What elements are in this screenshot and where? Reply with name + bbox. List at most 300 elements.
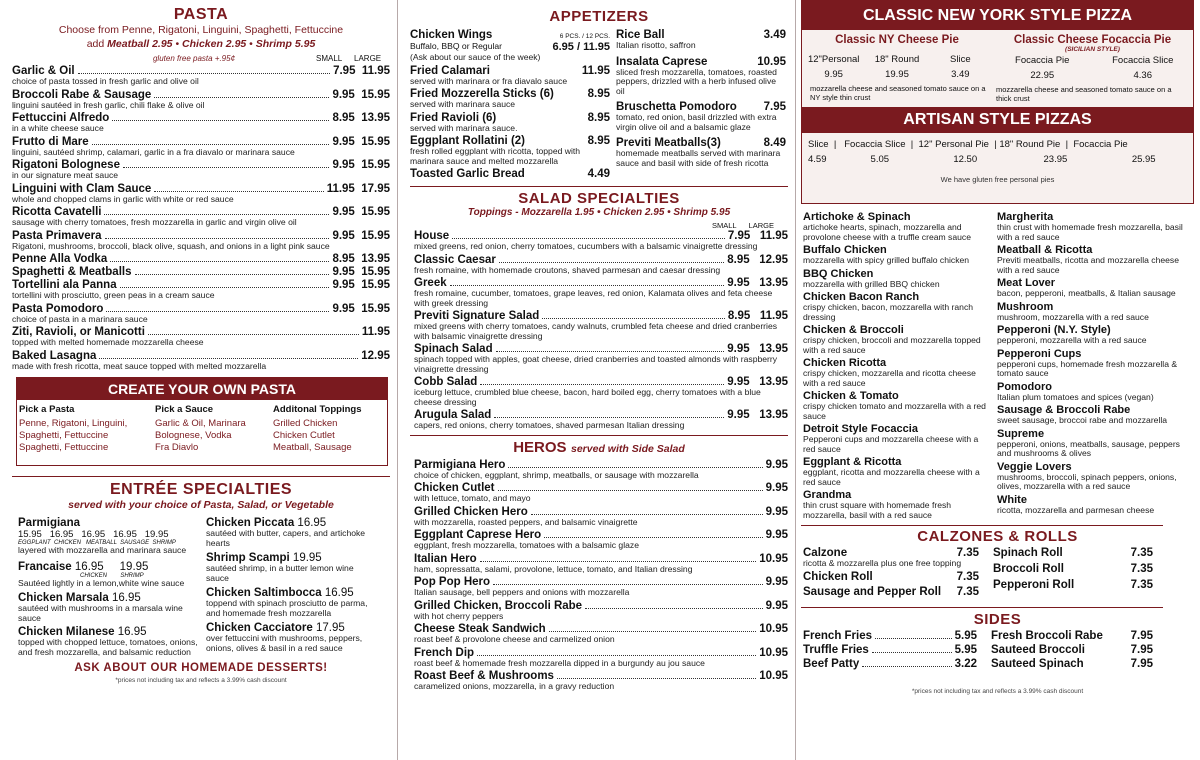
leader-dots [549,624,757,632]
entree-right [206,517,378,660]
desserts-note: ASK ABOUT OUR HOMEMADE DESSERTS! [74,662,328,674]
menu-item [991,630,1153,642]
pizza-item [997,428,1194,459]
pizza-desc: sweet sausage, broccoi rabe and mozzarella [997,415,1168,425]
item-price: 10.95 [759,623,788,635]
menu-item [12,326,390,348]
menu-item-row [616,56,786,68]
item-name: House [414,230,450,242]
menu-item [414,670,788,692]
cheese-size-header: Slice [950,54,971,65]
francaise-labels: CHICKEN SHRIMP [80,572,144,579]
pizza-column [801,0,1194,695]
item-desc: in our signature meat sauce [12,170,119,180]
pizza-item [997,244,1194,275]
item-name: Fried Mozzerella Sticks (6) [410,88,554,100]
menu-item [410,135,610,166]
menu-item [12,253,390,265]
item-price: 16.95 [111,592,141,604]
calzone-name: Calzone [803,547,848,559]
heros-list [410,459,788,692]
leader-dots [154,184,323,192]
calzones-left [803,547,979,601]
leader-dots [123,160,329,168]
menu-item [12,230,390,252]
item-price: 9.95 15.95 [332,159,390,171]
focaccia-size-price: 4.36 [1133,70,1152,81]
item-price: 10.95 [759,552,788,565]
pizza-name: Pepperoni Cups [997,347,1082,360]
pizza-item [803,456,989,487]
menu-item [12,89,390,111]
cheese-size-price: 3.49 [951,69,970,80]
item-name: Chicken Marsala [18,592,109,604]
item-name: Spinach Roll [993,547,1063,559]
item-price: 17.95 [315,622,345,634]
menu-item [12,65,390,87]
pasta-choose: Choose from Penne, Rigatoni, Linguini, Spaghetti, Fettuccine [58,24,344,36]
menu-item [414,409,788,431]
item-name: Roast Beef & Mushrooms [414,670,554,682]
menu-item-row [12,350,390,362]
item-price: 7.35 [956,570,979,583]
item-name: Baked Lasagna [12,349,97,362]
item-desc: mixed greens, red onion, cherry tomatoes, cucumbers with a balsamic vinaigrette dressing [414,241,758,251]
item-name: Chicken Roll [803,570,873,583]
item-price: 9.95 15.95 [332,135,390,148]
item-name: Previti Signature Salad [414,310,540,322]
pizza-name: Buffalo Chicken [803,244,887,256]
pizza-box [801,0,1194,204]
item-price: 8.49 [763,137,786,149]
item-price: 9.95 13.95 [727,409,788,421]
pizza-desc: artichoke hearts, spinach, mozzarella and provolone cheese with a truffle cream sauce [803,222,971,242]
item-price: 9.95 [765,576,788,588]
menu-item-row [12,183,390,195]
pick-sauce-head: Pick a Sauce [155,404,214,415]
item-price: 7.95 [763,101,786,113]
item-name: Cobb Salad [414,376,478,388]
item-name: Fettuccini Alfredo [12,112,110,124]
item-price: 7.35 [1130,547,1153,559]
item-name: Pasta Primavera [12,229,102,242]
menu-item [414,310,788,341]
menu-item [616,137,786,168]
item-price: 9.95 15.95 [332,229,390,242]
item-price: 12.95 [361,349,390,362]
item-name: Sausage and Pepper Roll [803,585,942,598]
cash-note-left: *prices not including tax and reflects a 3.99% cash discount [115,677,287,684]
menu-item [414,553,788,575]
item-name: Chicken Cutlet [414,482,495,494]
item-price: 9.95 13.95 [727,343,788,355]
menu-item-row [12,253,390,265]
leader-dots [499,255,724,263]
item-name: Pasta Pomodoro [12,302,104,315]
item-name: Arugula Salad [414,409,492,421]
menu-item-row [991,644,1153,656]
item-price: 9.95 15.95 [332,206,390,218]
menu-item-row [803,658,977,670]
salad-title: SALAD SPECIALTIES [518,190,680,207]
menu-item-row [12,303,390,315]
sides-title: SIDES [973,610,1022,628]
leader-dots [154,90,329,98]
salad-toppings: Toppings - Mozzarella 1.95 • Chicken 2.95 • Shrimp 5.95 [467,207,731,218]
menu-item [410,65,610,87]
item-name: Rice Ball [616,29,665,41]
menu-item [414,254,788,276]
item-price: 16.95 [324,587,354,599]
item-desc: choice of pasta tossed in fresh garlic and olive oil [12,76,199,86]
pizza-desc: crispy chicken, broccoli and mozzarella topped with a red sauce [803,335,981,355]
menu-item-row [12,89,390,101]
leader-dots [112,113,329,121]
addon-chicken: Chicken 2.95 [182,38,247,50]
item-desc: served with marinara sauce. [410,122,518,133]
menu-item [12,136,390,158]
item-desc: fresh romaine, with homemade croutons, shaved parmesan and caesar dressing [414,264,721,275]
item-name: Pop Pop Hero [414,576,491,588]
francaise-desc: Sautéed lightly in a lemon,white wine sauce [18,577,185,588]
item-desc: fresh rolled eggplant with ricotta, topped with marinara sauce and melted mozzarella [410,146,581,166]
item-price: 7.35 [1130,579,1153,591]
artisan-price: 12.50 [953,154,978,165]
wings-note: (Ask about our sauce of the week) [410,52,541,62]
parmigiana-labels: EGGPLANT CHICKEN MEATBALL SAUSAGE SHRIMP [18,540,176,546]
menu-item-row [414,600,788,612]
item-desc: roast beef & provolone cheese and carmelized onion [414,634,615,644]
pizza-item [997,494,1194,516]
menu-item [12,183,390,205]
item-desc: sautéed with butter, capers, and artichoke hearts [206,528,366,548]
item-price: 9.95 15.95 [332,302,390,315]
cheese-size-header: 12"Personal [807,54,860,65]
salad-small-label: SMALL [711,221,737,230]
pizza-name: Veggie Lovers [997,460,1072,473]
pizza-name: BBQ Chicken [803,267,874,280]
item-desc: served with marinara sauce [410,99,516,109]
pizza-desc: crispy chicken, mozzarella and ricotta cheese with a red sauce [803,368,976,388]
menu-item-row [993,563,1153,575]
pizza-name: Chicken & Tomato [803,390,899,402]
item-name: French Fries [803,629,873,642]
artisan-size-header: Slice | Focaccia Slice | 12" Personal Pie | 18" Round Pie | Focaccia Pie [808,139,1128,150]
sides-left [803,630,977,672]
item-desc: sautéed with mushrooms in a marsala wine sauce [18,603,183,623]
leader-dots [508,460,762,468]
pizza-desc: mozzarella with spicy grilled buffalo chicken [803,255,970,265]
pizza-item [997,381,1194,403]
item-name: Italian Hero [414,552,477,565]
menu-item [803,571,979,583]
item-name: Chicken Milanese [18,626,115,638]
item-name: Classic Caesar [414,253,496,266]
item-desc: roast beef & homemade fresh mozzarella dipped in a burgundy au jou sauce [414,657,705,668]
menu-item [12,279,390,301]
item-price: 11.95 [581,64,610,77]
menu-item-row [991,630,1153,642]
pizza-desc: mushrooms, broccoli, spinach peppers, onions, olives, mozzarella with a red sauce [997,471,1177,491]
leader-dots [480,554,757,562]
create-your-own-box [16,377,388,466]
item-name: Fresh Broccoli Rabe [991,629,1103,642]
item-name: Ricotta Cavatelli [12,206,102,218]
item-name: Fried Ravioli (6) [410,111,497,124]
item-price: 8.95 [587,88,610,100]
menu-item [12,112,390,134]
item-price: 7.95 [1130,643,1153,656]
pizza-name: Chicken Ricotta [803,357,887,369]
focaccia-size-header: Focaccia Slice [1112,55,1174,66]
item-name: Broccoli Rabe & Sausage [12,88,152,101]
item-name: Chicken Saltimbocca [206,587,322,599]
item-name: French Dip [414,646,475,659]
menu-item [414,277,788,308]
item-desc: sausage with cherry tomatoes, fresh mozzarella in garlic and virgin olive oil [12,217,297,227]
appetizers-title: APPETIZERS [549,8,649,25]
item-price: 8.95 11.95 [727,310,788,322]
item-price: 5.95 [954,629,977,642]
parmigiana-name: Parmigiana [18,517,80,529]
focaccia-desc: mozzarella cheese and seasoned tomato sauce on a thick crust [996,85,1172,103]
menu-item [803,658,977,670]
item-desc: topped with melted homemade mozzarella cheese [12,337,204,347]
artisan-price: 4.59 [808,154,827,165]
pizza-name: Detroit Style Focaccia [803,423,918,435]
menu-item [414,230,788,252]
leader-dots [135,267,330,275]
focaccia-price-grid [992,55,1193,81]
pizza-desc: Italian plum tomatoes and spices (vegan) [997,391,1154,402]
wings-price: 6.95 / 11.95 [552,41,610,53]
artisan-right-list [997,211,1194,522]
pick-pasta-list: Penne, Rigatoni, Linguini, Spaghetti, Fettuccine Spaghetti, Fettuccine [19,418,128,453]
focaccia-size-price: 22.95 [1030,70,1055,81]
entree-left [12,517,198,660]
pizza-name: Chicken Bacon Ranch [803,291,920,303]
item-desc: Rigatoni, mushrooms, broccoli, black olive, squash, and onions in a light pink sauce [12,240,330,251]
item-price: 7.35 [1130,563,1153,575]
large-label: LARGE [354,54,382,63]
item-price: 7.35 [956,585,979,598]
item-price: 9.95 [765,599,788,612]
menu-item [206,587,378,618]
item-price: 9.95 15.95 [332,279,390,291]
item-name: Truffle Fries [803,643,869,656]
pizza-item [803,324,989,355]
item-desc: sliced fresh mozzarella, tomatoes, roasted peppers, drizzled with a herb infused olive oil [616,66,777,96]
item-price: 10.95 [757,55,786,68]
item-name: Toasted Garlic Bread [410,168,525,180]
item-name: Fried Calamari [410,64,490,77]
heros-title: HEROS [513,438,567,456]
pizza-name: Chicken & Broccoli [803,324,904,336]
item-name: Insalata Caprese [616,55,708,68]
leader-dots [493,577,763,585]
salad-large-label: LARGE [748,221,774,230]
leader-dots [105,231,330,239]
item-name: Eggplant Rollatini (2) [410,135,525,147]
item-name: Pepperoni Roll [993,579,1075,591]
item-desc: with mozzarella, roasted peppers, and balsamic vinaigrette [414,516,638,527]
menu-item [993,563,1153,575]
item-name: Chicken Piccata [206,517,295,529]
item-name: Grilled Chicken, Broccoli Rabe [414,599,583,612]
item-desc: linguini, sautéed shrimp, calamari, garlic in a fra diavalo or marinara sauce [12,146,295,157]
item-name: Penne Alla Vodka [12,253,108,265]
item-desc: sautéed shrimp, in a butter lemon wine sauce [206,563,354,583]
leader-dots [92,137,330,145]
item-desc: over fettuccini with mushrooms, peppers, onions, olives & basil in a red sauce [206,633,363,653]
item-price: 9.95 15.95 [332,88,390,101]
item-price: 3.49 [763,29,786,41]
entree-title: ENTRÉE SPECIALTIES [109,481,293,498]
pizza-name: Mushroom [997,300,1054,313]
leader-dots [872,645,952,653]
pizza-desc: crispy chicken tomato and mozzarella with a red sauce [803,401,986,421]
focaccia-size-header: Focaccia Pie [1015,55,1070,66]
item-desc: topped with chopped lettuce, tomatoes, onions, and fresh mozzarella, and balsamic reduction [18,637,198,657]
item-price: 9.95 [765,458,788,471]
menu-item-row [410,168,610,180]
item-desc: mixed greens with cherry tomatoes, candy walnuts, crumbled feta cheese and dried cranberries with balsamic vinaigrette dressing [414,321,778,341]
wings-name: Chicken Wings [410,29,493,41]
item-desc: in a white cheese sauce [12,123,104,133]
create-title: CREATE YOUR OWN PASTA [17,378,387,400]
sides-right [991,630,1153,672]
cheese-price-grid [802,54,992,80]
item-price: 8.95 [587,111,610,124]
leader-dots [99,351,358,359]
leader-dots [110,254,329,262]
menu-item [12,350,390,372]
menu-item-row [803,644,977,656]
item-name: Ziti, Ravioli, or Manicotti [12,326,145,338]
menu-item-row [414,506,788,518]
menu-item [12,159,390,181]
pasta-addons: add Meatball 2.95 • Chicken 2.95 • Shrimp 5.95 [86,38,316,50]
leader-dots [148,327,359,335]
item-desc: toppend with spinach prosciutto de parma, and homemade fresh mozzarella [206,598,368,618]
item-desc: fresh romaine, cucumber, tomatoes, grape leaves, red onion, Kalamata olives and feta cheese with greek dressing [414,288,773,308]
menu-item [206,517,378,548]
pizza-name: White [997,493,1027,506]
item-price: 5.95 [954,643,977,656]
item-name: Rigatoni Bolognese [12,159,120,171]
item-desc: homemade meatballs served with marinara sauce and basil with side of fresh ricotta [616,148,781,168]
item-desc: spinach topped with apples, goat cheese, dried cranberries and toasted almonds with raspberry vinaigrette dressing [414,354,778,374]
menu-item [414,529,788,551]
pasta-list [12,65,390,371]
menu-item [803,586,979,598]
item-price: 11.95 [361,326,390,338]
item-price: 9.95 13.95 [727,277,788,289]
menu-item [616,101,786,132]
leader-dots [557,671,756,679]
cheese-pie-title: Classic NY Cheese Pie [835,34,959,46]
menu-item-row [12,136,390,148]
artisan-price: 23.95 [1043,154,1068,165]
leader-dots [120,280,330,288]
item-desc: made with fresh ricotta, meat sauce topped with melted mozzarella [12,360,267,371]
item-price: 9.95 [765,529,788,541]
gluten-free-note: gluten free pasta +.95¢ [152,54,236,63]
leader-dots [104,207,329,215]
leader-dots [496,344,725,352]
pizza-desc: pepperoni, onions, meatballs, sausage, peppers and mushrooms & olives [997,438,1180,458]
pizza-name: Meatball & Ricotta [997,244,1093,256]
pizza-item [997,324,1194,346]
item-desc: caramelized onions, mozzarella, in a gravy reduction [414,681,615,691]
item-desc: eggplant, fresh mozzarella, tomatoes with a balsamic glaze [414,540,639,550]
menu-item [206,552,378,583]
pizza-desc: mozzarella with grilled BBQ chicken [803,278,940,289]
pizza-item [803,390,989,421]
parmigiana-desc: layered with mozzarella and marinara sauce [18,545,187,555]
item-name: Spinach Salad [414,343,493,355]
leader-dots [106,304,329,312]
item-price: 7.95 [1130,629,1153,642]
pasta-title: PASTA [173,6,229,23]
leader-dots [477,648,756,656]
calzones-title: CALZONES & ROLLS [917,528,1078,545]
item-desc: ham, sopressatta, salami, provolone, lettuce, tomato, and Italian dressing [414,563,693,574]
pizza-name: Pepperoni (N.Y. Style) [997,324,1111,336]
menu-item [993,579,1153,591]
item-price: 8.95 [587,135,610,147]
pizza-desc: mushroom, mozzarella with a red sauce [997,311,1149,322]
menu-item [410,88,610,110]
pizza-desc: bacon, pepperoni, meatballs, & Italian sausage [997,288,1176,298]
item-price: 19.95 [292,552,322,564]
item-name: Shrimp Scampi [206,552,290,564]
menu-item-row [414,459,788,471]
menu-item-row [410,65,610,77]
item-price: 7.95 [1130,657,1153,670]
item-price: 9.95 [765,482,788,494]
item-desc: Italian risotto, saffron [616,40,696,50]
pizza-desc: crispy chicken, bacon, mozzarella with ranch dressing [803,302,974,322]
pizza-item [997,277,1194,299]
addon-meatball: Meatball 2.95 [107,38,173,50]
item-price: 16.95 [117,626,147,638]
menu-item [414,623,788,645]
pick-pasta-head: Pick a Pasta [19,404,75,415]
addon-shrimp: Shrimp 5.95 [255,38,316,50]
menu-item [12,266,390,278]
item-price: 3.22 [954,657,977,670]
menu-item [991,644,1153,656]
leader-dots [78,66,330,74]
menu-item [993,547,1153,559]
artisan-title: ARTISAN STYLE PIZZAS [802,107,1193,133]
item-price: 16.95 [297,517,327,529]
menu-item [410,168,610,180]
pizza-name: Margherita [997,211,1054,223]
pasta-column [12,0,390,684]
pizza-name: Meat Lover [997,277,1056,289]
cheese-size-price: 9.95 [824,69,843,80]
pizza-item [997,301,1194,323]
entree-subtitle: served with your choice of Pasta, Salad, or Vegetable [68,499,334,511]
pizza-item [803,244,989,266]
leader-dots [544,530,762,538]
item-name: Eggplant Caprese Hero [414,529,542,541]
item-desc: iceburg lettuce, crumbled blue cheese, bacon, hard boiled egg, cherry tomatoes with a blue cheese dressing [414,387,761,407]
item-name: Broccoli Roll [993,563,1064,575]
pizza-item [803,423,989,454]
